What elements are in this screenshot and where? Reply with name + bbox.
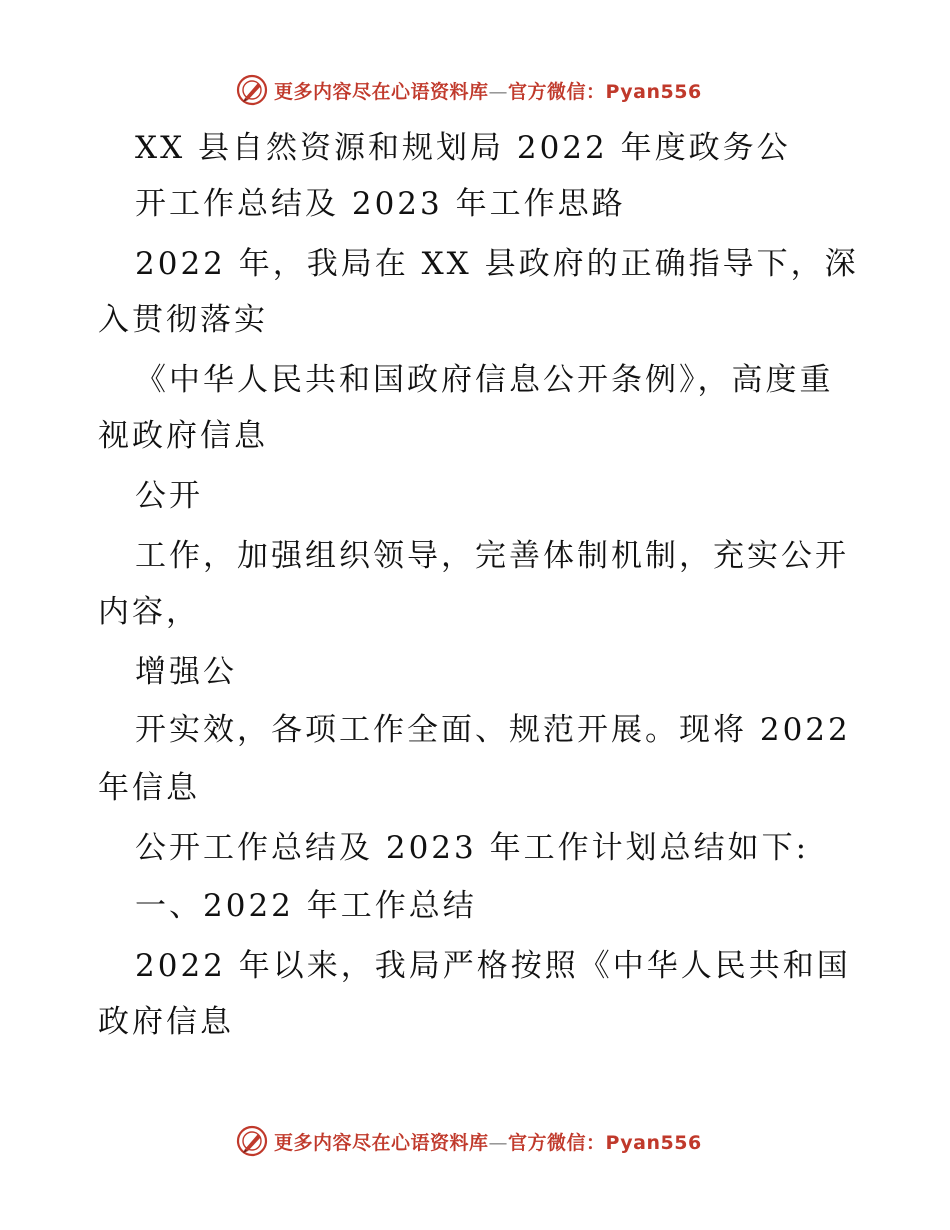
banner-text: [274, 77, 702, 104]
footer-banner: [236, 1124, 702, 1158]
text-line: 公开: [135, 478, 203, 514]
text-line: 内容，: [98, 594, 200, 630]
text-line: 年信息: [98, 770, 200, 806]
banner-text: [274, 1128, 702, 1155]
text-line: 工作，加强组织领导，完善体制机制，充实公开: [135, 538, 849, 574]
text-line: 开实效，各项工作全面、规范开展。现将 2022: [135, 712, 851, 748]
header-banner: [236, 73, 702, 107]
text-line: 政府信息: [98, 1004, 234, 1040]
text-line: 入贯彻落实: [98, 302, 268, 338]
banner-wechat-text: 官方微信：Pyan556: [508, 1131, 702, 1154]
banner-dash: —: [488, 80, 509, 103]
text-line: 视政府信息: [98, 418, 268, 454]
banner-main-text: 更多内容尽在心语资料库: [274, 1131, 489, 1154]
text-line: 公开工作总结及 2023 年工作计划总结如下:: [135, 830, 810, 866]
text-line: 2022 年，我局在 XX 县政府的正确指导下，深: [135, 246, 859, 282]
text-line: 开工作总结及 2023 年工作思路: [135, 186, 626, 222]
pen-logo-icon: [236, 1125, 268, 1157]
banner-wechat-text: 官方微信：Pyan556: [508, 80, 702, 103]
text-line: 增强公: [135, 654, 237, 690]
pen-logo-icon: [236, 74, 268, 106]
banner-dash: —: [488, 1131, 509, 1154]
banner-main-text: 更多内容尽在心语资料库: [274, 80, 489, 103]
text-line: 一、2022 年工作总结: [135, 888, 477, 924]
text-line: XX 县自然资源和规划局 2022 年度政务公: [135, 130, 791, 166]
text-line: 2022 年以来，我局严格按照《中华人民共和国: [135, 948, 851, 984]
text-line: 《中华人民共和国政府信息公开条例》，高度重: [135, 362, 834, 398]
